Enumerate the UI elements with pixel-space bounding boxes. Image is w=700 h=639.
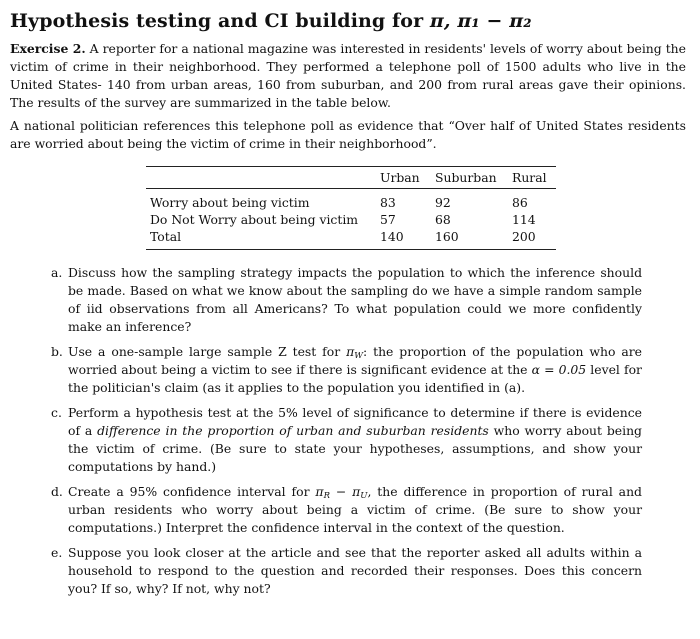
exercise-label: Exercise 2. [10, 41, 86, 56]
table-row [146, 228, 556, 250]
page-title [10, 10, 686, 32]
math-subscript: W [354, 351, 363, 361]
question-d [51, 483, 686, 537]
question-b [51, 343, 686, 397]
math-subscript: R [323, 491, 330, 501]
exercise-text: A reporter for a national magazine was interested in residents' levels of worry about being the victim of crime in their neighborhood. They performed a telephone poll of 1500 adults who live in the United States- 140 from urban areas, 160 from suburban, and 200 from rural areas gave their opinions. The results of the survey are summarized in the table below. [10, 41, 686, 110]
cell-suburban: 92 [435, 195, 451, 210]
question-list [10, 264, 686, 598]
survey-table [146, 166, 556, 250]
exercise-paragraph [10, 40, 686, 112]
question-letter: d. [51, 484, 63, 499]
table-header-row [146, 167, 556, 189]
question-letter: e. [51, 545, 63, 560]
question-e [51, 544, 686, 598]
cell-suburban: 160 [435, 228, 512, 250]
table-header-blank [146, 167, 380, 189]
title-text: Hypothesis testing and CI building for [10, 10, 424, 32]
math-minus: − [329, 484, 353, 499]
cell-urban: 83 [380, 195, 396, 210]
question-letter: b. [51, 344, 63, 359]
math-alpha: α = 0.05 [531, 362, 587, 377]
question-a [51, 264, 686, 336]
question-text: Discuss how the sampling strategy impacts the population to which the inference should be made. Based on what we know about the sampling do we have a simple random sample of iid observations from all Americans? To what population could we more confidently make an inference? [68, 265, 642, 334]
row-label: Do Not Worry about being victim [150, 212, 359, 227]
math-pi: π [352, 484, 361, 499]
cell-rural: 200 [512, 228, 556, 250]
question-c [51, 404, 686, 476]
claim-paragraph: A national politician references this telephone poll as evidence that “Over half of United States residents are worried about being the victim of crime in their neighborhood”. [10, 118, 686, 151]
row-label: Total [146, 228, 380, 250]
emphasized-text: difference in the proportion of urban and suburban residents [97, 423, 489, 438]
question-letter: a. [51, 265, 63, 280]
table-row [146, 189, 556, 212]
title-math: π, π₁ − π₂ [429, 10, 532, 32]
question-text: Suppose you look closer at the article and see that the reporter asked all adults within a household to respond to the question and recorded their responses. Does this concern you? If so, why? If not, why not? [68, 545, 642, 596]
table-row [146, 211, 556, 228]
question-text-part: Create a 95% confidence interval for [68, 484, 310, 499]
table-header-rural: Rural [512, 167, 556, 189]
question-text-part: Perform a hypothesis test at the 5% level of significance to determine if there is evidence of a [68, 405, 642, 438]
question-text-part: , the difference in proportion of rural and urban residents who worry about being a victim of crime. (Be sure to show your computations.) Interpret the confidence interval in the context of the question. [68, 484, 642, 535]
math-subscript: U [360, 491, 368, 501]
question-text-part: : the proportion of the population who are worried about being a victim to see if there is significant evidence at the [68, 344, 642, 377]
question-letter: c. [51, 405, 62, 420]
table-header-suburban: Suburban [435, 167, 512, 189]
row-label: Worry about being victim [150, 195, 310, 210]
table-header-urban: Urban [380, 167, 435, 189]
cell-rural: 114 [512, 212, 536, 227]
math-pi: π [315, 484, 324, 499]
question-text-part: level for the politician's claim (as it applies to the population you identified in (a). [68, 362, 642, 395]
math-pi: π [346, 344, 355, 359]
question-text-part: who worry about being the victim of crime. (Be sure to state your hypotheses, assumptions, and show your computations by hand.) [68, 423, 642, 474]
cell-urban: 140 [380, 228, 435, 250]
cell-rural: 86 [512, 195, 528, 210]
cell-suburban: 68 [435, 212, 451, 227]
cell-urban: 57 [380, 212, 396, 227]
question-text-part: Use a one-sample large sample Z test for [68, 344, 341, 359]
survey-table-wrapper [10, 166, 686, 250]
